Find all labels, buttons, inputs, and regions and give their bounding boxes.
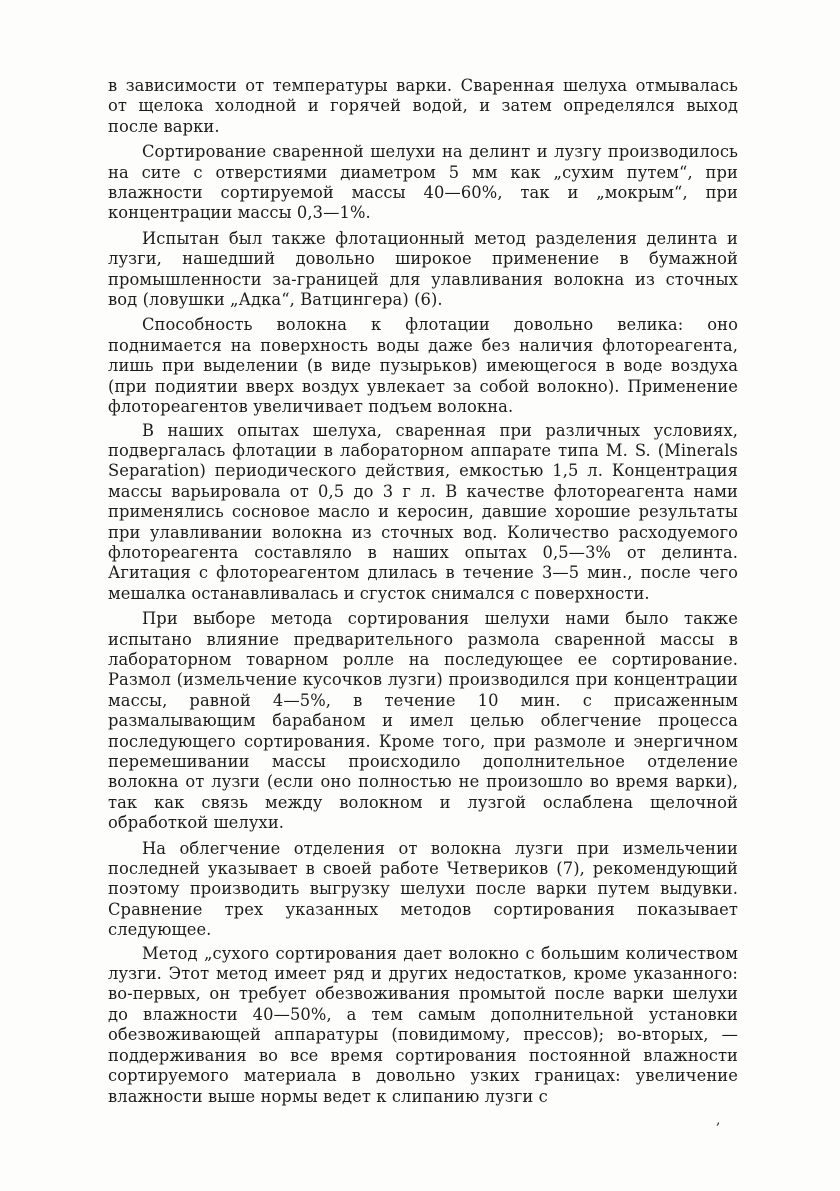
paragraph-6: При выборе метода сортирования шелухи нами было также испытано влияние предварительного размола сваренной массы в лабораторном товарном ролле на последующее ее сортирование. Размол (измельчение кусочков лузги) производился при концентрации массы, равной 4—5%, в течение 10 мин. с присаженным размалывающим барабаном и имел целью облегчение процесса последующего сортирования. Кроме того, при размоле и энергичном перемешивании массы происходило дополнительное отделение волокна от лузги (если оно полностью не произошло во время варки), так как связь между волокном и лузгой ослаблена щелочной обработкой шелухи.: [108, 609, 738, 833]
paragraph-5: В наших опытах шелуха, сваренная при различных условиях, подвергалась флотации в лабораторном аппарате типа M. S. (Minerals Separation) периодического действия, емкостью 1,5 л. Концентрация массы варьировала от 0,5 до 3 г л. В качестве флотореагента нами применялись сосновое масло и керосин, давшие хорошие результаты при улавливании волокна из сточных вод. Количество расходуемого флотореагента составляло в наших опытах 0,5—3% от делинта. Агитация с флотореагентом длилась в течение 3—5 мин., после чего мешалка останавливалась и сгусток снимался с поверхности.: [108, 420, 738, 603]
body-text: [108, 76, 738, 1112]
paragraph-1: в зависимости от температуры варки. Сваренная шелуха отмывалась от щелока холодной и горячей водой, и затем определялся выход после варки.: [108, 76, 738, 136]
paragraph-8: Метод „сухого сортирования дает волокно с большим количеством лузги. Этот метод имеет ряд и других недостатков, кроме указанного: во-первых, он требует обезвоживания промытой после варки шелухи до влажности 40—50%, а тем самым дополнительной установки обезвоживающей аппаратуры (повидимому, прессов); во-вторых, — поддерживания во все время сортирования постоянной влажности сортируемого материала в довольно узких границах: увеличение влажности выше нормы ведет к слипанию лузги с: [108, 943, 738, 1106]
paragraph-2: Сортирование сваренной шелухи на делинт и лузгу производилось на сите с отверстиями диаметром 5 мм как „сухим путем“, при влажности сортируемой массы 40—60%, так и „мокрым“, при концентрации массы 0,3—1%.: [108, 142, 738, 223]
paragraph-3: Испытан был также флотационный метод разделения делинта и лузги, нашедший довольно широкое применение в бумажной промышленности за-границей для улавливания волокна из сточных вод (ловушки „Адка“, Ватцингера) (6).: [108, 228, 738, 310]
paragraph-4: Способность волокна к флотации довольно велика: оно поднимается на поверхность воды даже без наличия флотореагента, лишь при выделении (в виде пузырьков) имеющегося в воде воздуха (при подиятии вверх воздух увлекает за собой волокно). Применение флотореагентов увеличивает подъем волокна.: [108, 315, 738, 417]
page-mark: ,: [716, 1112, 721, 1128]
paragraph-7: На облегчение отделения от волокна лузги при измельчении последней указывает в своей работе Четвериков (7), рекомендующий поэтому производить выгрузку шелухи после варки путем выдувки. Сравнение трех указанных методов сортирования показывает следующее.: [108, 838, 738, 940]
